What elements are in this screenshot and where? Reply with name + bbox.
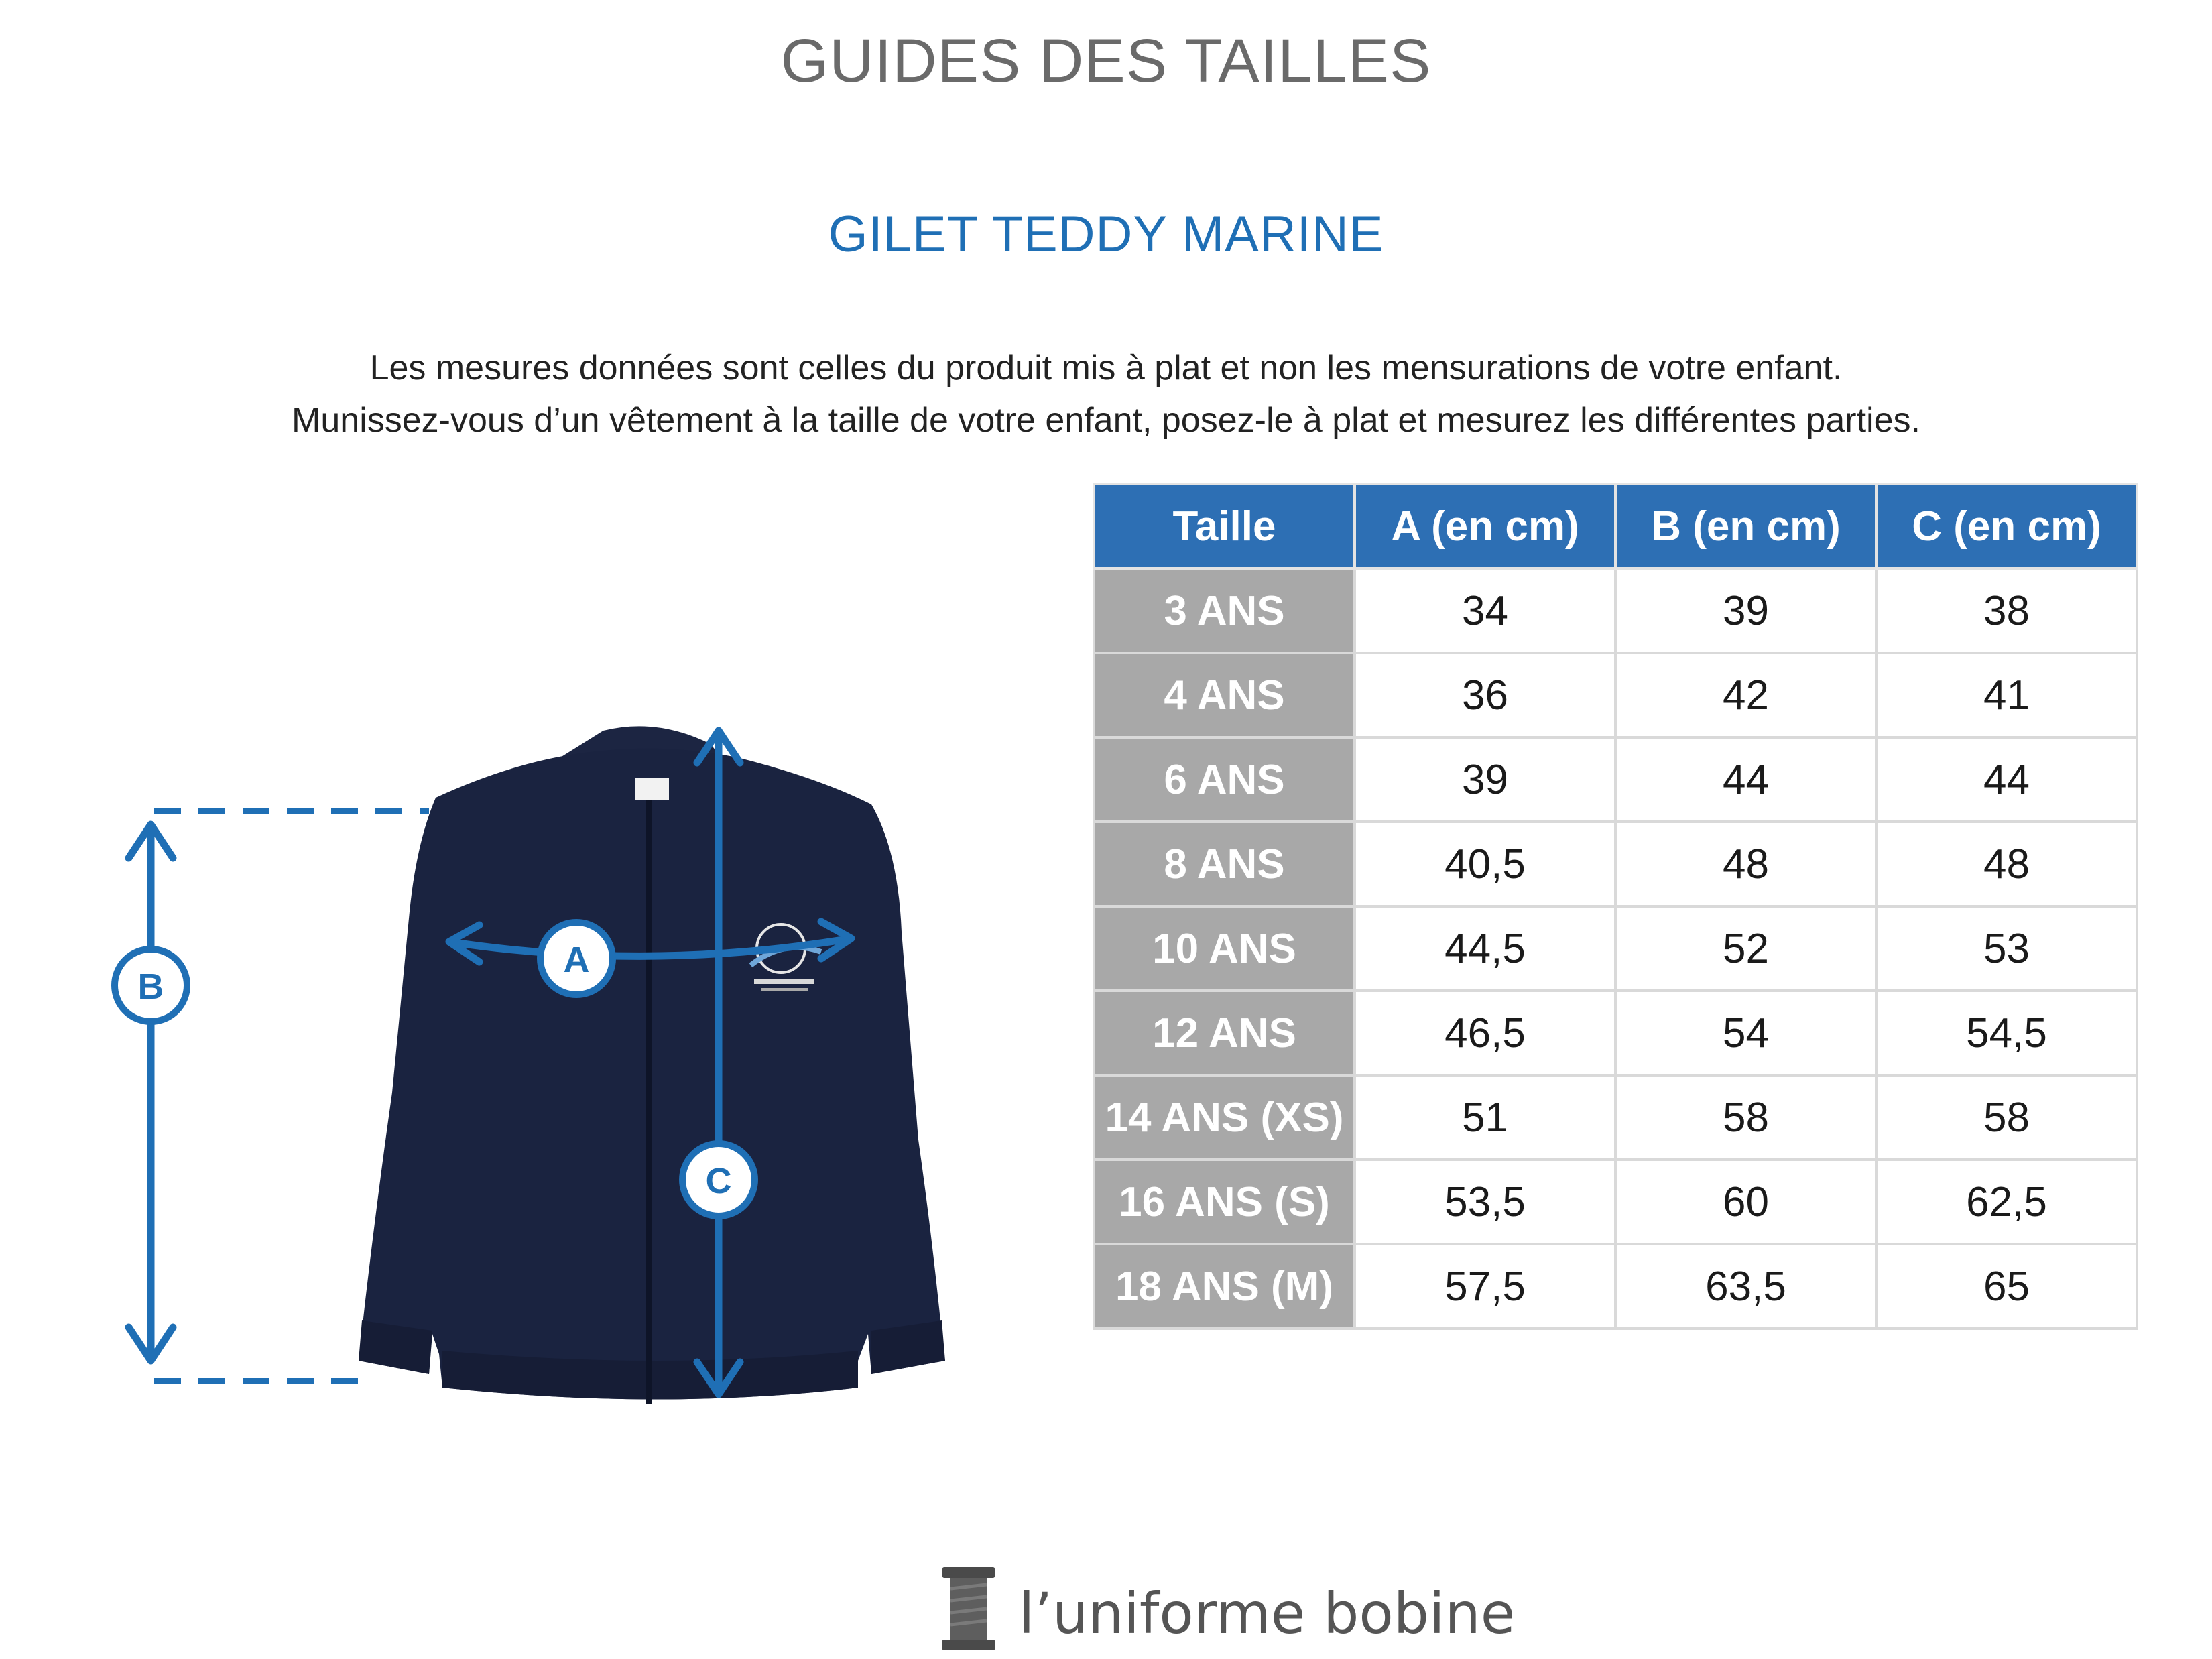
brand-logo [932, 1562, 1516, 1656]
size-table [1093, 483, 2138, 1330]
value-c-cell: 58 [1876, 1075, 2137, 1160]
table-row [1094, 822, 2137, 906]
size-cell: 4 ANS [1094, 653, 1355, 737]
value-b-cell: 60 [1615, 1160, 1876, 1244]
size-table-header-row [1094, 484, 2137, 568]
table-row [1094, 1244, 2137, 1329]
instructions-line-1: Les mesures données sont celles du produit mis à plat et non les mensurations de votre enfant. [369, 349, 1843, 387]
product-title: GILET TEDDY MARINE [828, 206, 1384, 263]
value-a-cell: 36 [1355, 653, 1615, 737]
navy-zip-jacket-illustration [359, 726, 945, 1404]
label-a: A [563, 940, 590, 980]
table-row [1094, 568, 2137, 653]
size-cell: 8 ANS [1094, 822, 1355, 906]
value-c-cell: 65 [1876, 1244, 2137, 1329]
value-c-cell: 54,5 [1876, 991, 2137, 1075]
table-row [1094, 737, 2137, 822]
size-cell: 16 ANS (S) [1094, 1160, 1355, 1244]
instructions [0, 342, 2212, 446]
value-b-cell: 39 [1615, 568, 1876, 653]
value-a-cell: 57,5 [1355, 1244, 1615, 1329]
value-a-cell: 40,5 [1355, 822, 1615, 906]
value-c-cell: 53 [1876, 906, 2137, 991]
label-c: C [705, 1161, 732, 1201]
value-c-cell: 48 [1876, 822, 2137, 906]
value-c-cell: 62,5 [1876, 1160, 2137, 1244]
value-b-cell: 54 [1615, 991, 1876, 1075]
value-b-cell: 42 [1615, 653, 1876, 737]
value-c-cell: 44 [1876, 737, 2137, 822]
header-taille: Taille [1094, 484, 1355, 568]
value-b-cell: 44 [1615, 737, 1876, 822]
thread-spool-icon [932, 1562, 1005, 1656]
value-b-cell: 63,5 [1615, 1244, 1876, 1329]
instructions-line-2: Munissez-vous d’un vêtement à la taille de votre enfant, posez-le à plat et mesurez les différentes parties. [292, 401, 1920, 440]
value-a-cell: 46,5 [1355, 991, 1615, 1075]
header-a: A (en cm) [1355, 484, 1615, 568]
value-b-cell: 48 [1615, 822, 1876, 906]
header-c: C (en cm) [1876, 484, 2137, 568]
size-cell: 6 ANS [1094, 737, 1355, 822]
label-b: B [137, 967, 164, 1007]
table-row [1094, 906, 2137, 991]
brand-logo-text: l’uniforme bobine [1019, 1581, 1516, 1646]
table-row [1094, 1160, 2137, 1244]
size-cell: 12 ANS [1094, 991, 1355, 1075]
value-a-cell: 39 [1355, 737, 1615, 822]
value-c-cell: 38 [1876, 568, 2137, 653]
value-b-cell: 52 [1615, 906, 1876, 991]
table-row [1094, 653, 2137, 737]
size-cell: 14 ANS (XS) [1094, 1075, 1355, 1160]
value-c-cell: 41 [1876, 653, 2137, 737]
page-title: GUIDES DES TAILLES [780, 27, 1432, 95]
size-cell: 18 ANS (M) [1094, 1244, 1355, 1329]
garment-measurement-diagram [94, 717, 1032, 1428]
value-b-cell: 58 [1615, 1075, 1876, 1160]
table-row [1094, 1075, 2137, 1160]
value-a-cell: 34 [1355, 568, 1615, 653]
value-a-cell: 53,5 [1355, 1160, 1615, 1244]
value-a-cell: 51 [1355, 1075, 1615, 1160]
size-cell: 3 ANS [1094, 568, 1355, 653]
table-row [1094, 991, 2137, 1075]
value-a-cell: 44,5 [1355, 906, 1615, 991]
header-b: B (en cm) [1615, 484, 1876, 568]
size-cell: 10 ANS [1094, 906, 1355, 991]
